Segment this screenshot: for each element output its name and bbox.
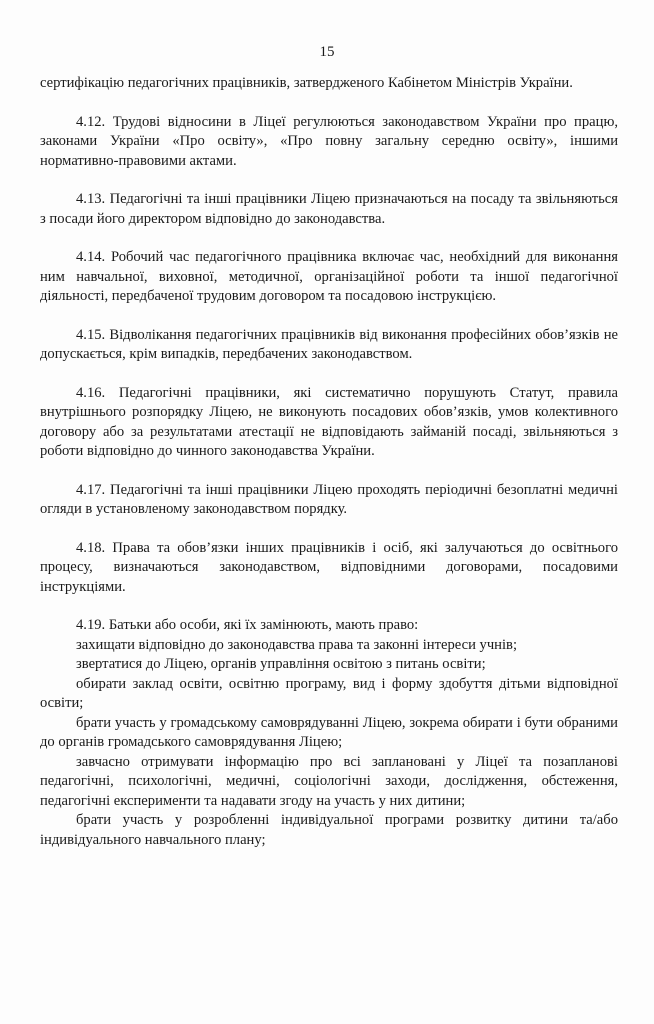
paragraph-4-12: 4.12. Трудові відносини в Ліцеї регулюються законодавством України про працю, законами України «Про освіту», «Про повну загальну середню освіту», іншими нормативно-правовими актами. <box>40 113 618 169</box>
list-item: брати участь у розробленні індивідуальної програми розвитку дитини та/або індивідуального навчального плану; <box>40 812 618 848</box>
paragraph-continuation: сертифікацію педагогічних працівників, затвердженого Кабінетом Міністрів України. <box>40 75 573 91</box>
section-4-19-heading: 4.19. Батьки або особи, які їх замінюють, мають право: <box>76 617 419 633</box>
list-item: обирати заклад освіти, освітню програму, вид і форму здобуття дітьми відповідної освіти; <box>40 675 618 711</box>
list-item: брати участь у громадському самоврядуванні Ліцею, зокрема обирати і бути обраними до органів громадського самоврядування Ліцею; <box>40 714 618 750</box>
page-number: 15 <box>319 44 335 60</box>
section-4-19 <box>40 616 618 850</box>
paragraph-4-13: 4.13. Педагогічні та інші працівники Ліцею призначаються на посаду та звільняються з посади його директором відповідно до законодавства. <box>40 191 618 227</box>
paragraph-4-17: 4.17. Педагогічні та інші працівники Ліцею проходять періодичні безоплатні медичні огляди в установленому законодавством порядку. <box>40 481 618 517</box>
list-item: завчасно отримувати інформацію про всі заплановані у Ліцеї та позапланові педагогічні, психологічні, медичні, соціологічні заходи, дослідження, обстеження, педагогічні експерименти та надавати згоду на участь у них дитини; <box>40 753 618 809</box>
list-item: захищати відповідно до законодавства права та законні інтереси учнів; <box>76 636 517 653</box>
paragraph-4-14: 4.14. Робочий час педагогічного працівника включає час, необхідний для виконання ним навчальної, виховної, методичної, організаційної роботи та іншої педагогічної діяльності, передбаченої трудовим договором та посадовою інструкцією. <box>40 249 618 304</box>
document-body <box>40 74 618 850</box>
paragraph-4-18: 4.18. Права та обов’язки інших працівників і осіб, які залучаються до освітнього процесу, визначаються законодавством, відповідними договорами, посадовими інструкціями. <box>40 539 618 595</box>
paragraph-4-16: 4.16. Педагогічні працівники, які систематично порушують Статут, правила внутрішнього розпорядку Ліцею, не виконують посадових обов’язків, умов колективного договору або за результатами атестації не відповідають займаній посаді, звільняються з роботи відповідно до чинного законодавства України. <box>40 384 618 459</box>
paragraph-4-15: 4.15. Відволікання педагогічних працівників від виконання професійних обов’язків не допускається, крім випадків, передбачених законодавством. <box>40 326 618 362</box>
list-item: звертатися до Ліцею, органів управління освітою з питань освіти; <box>76 656 486 672</box>
